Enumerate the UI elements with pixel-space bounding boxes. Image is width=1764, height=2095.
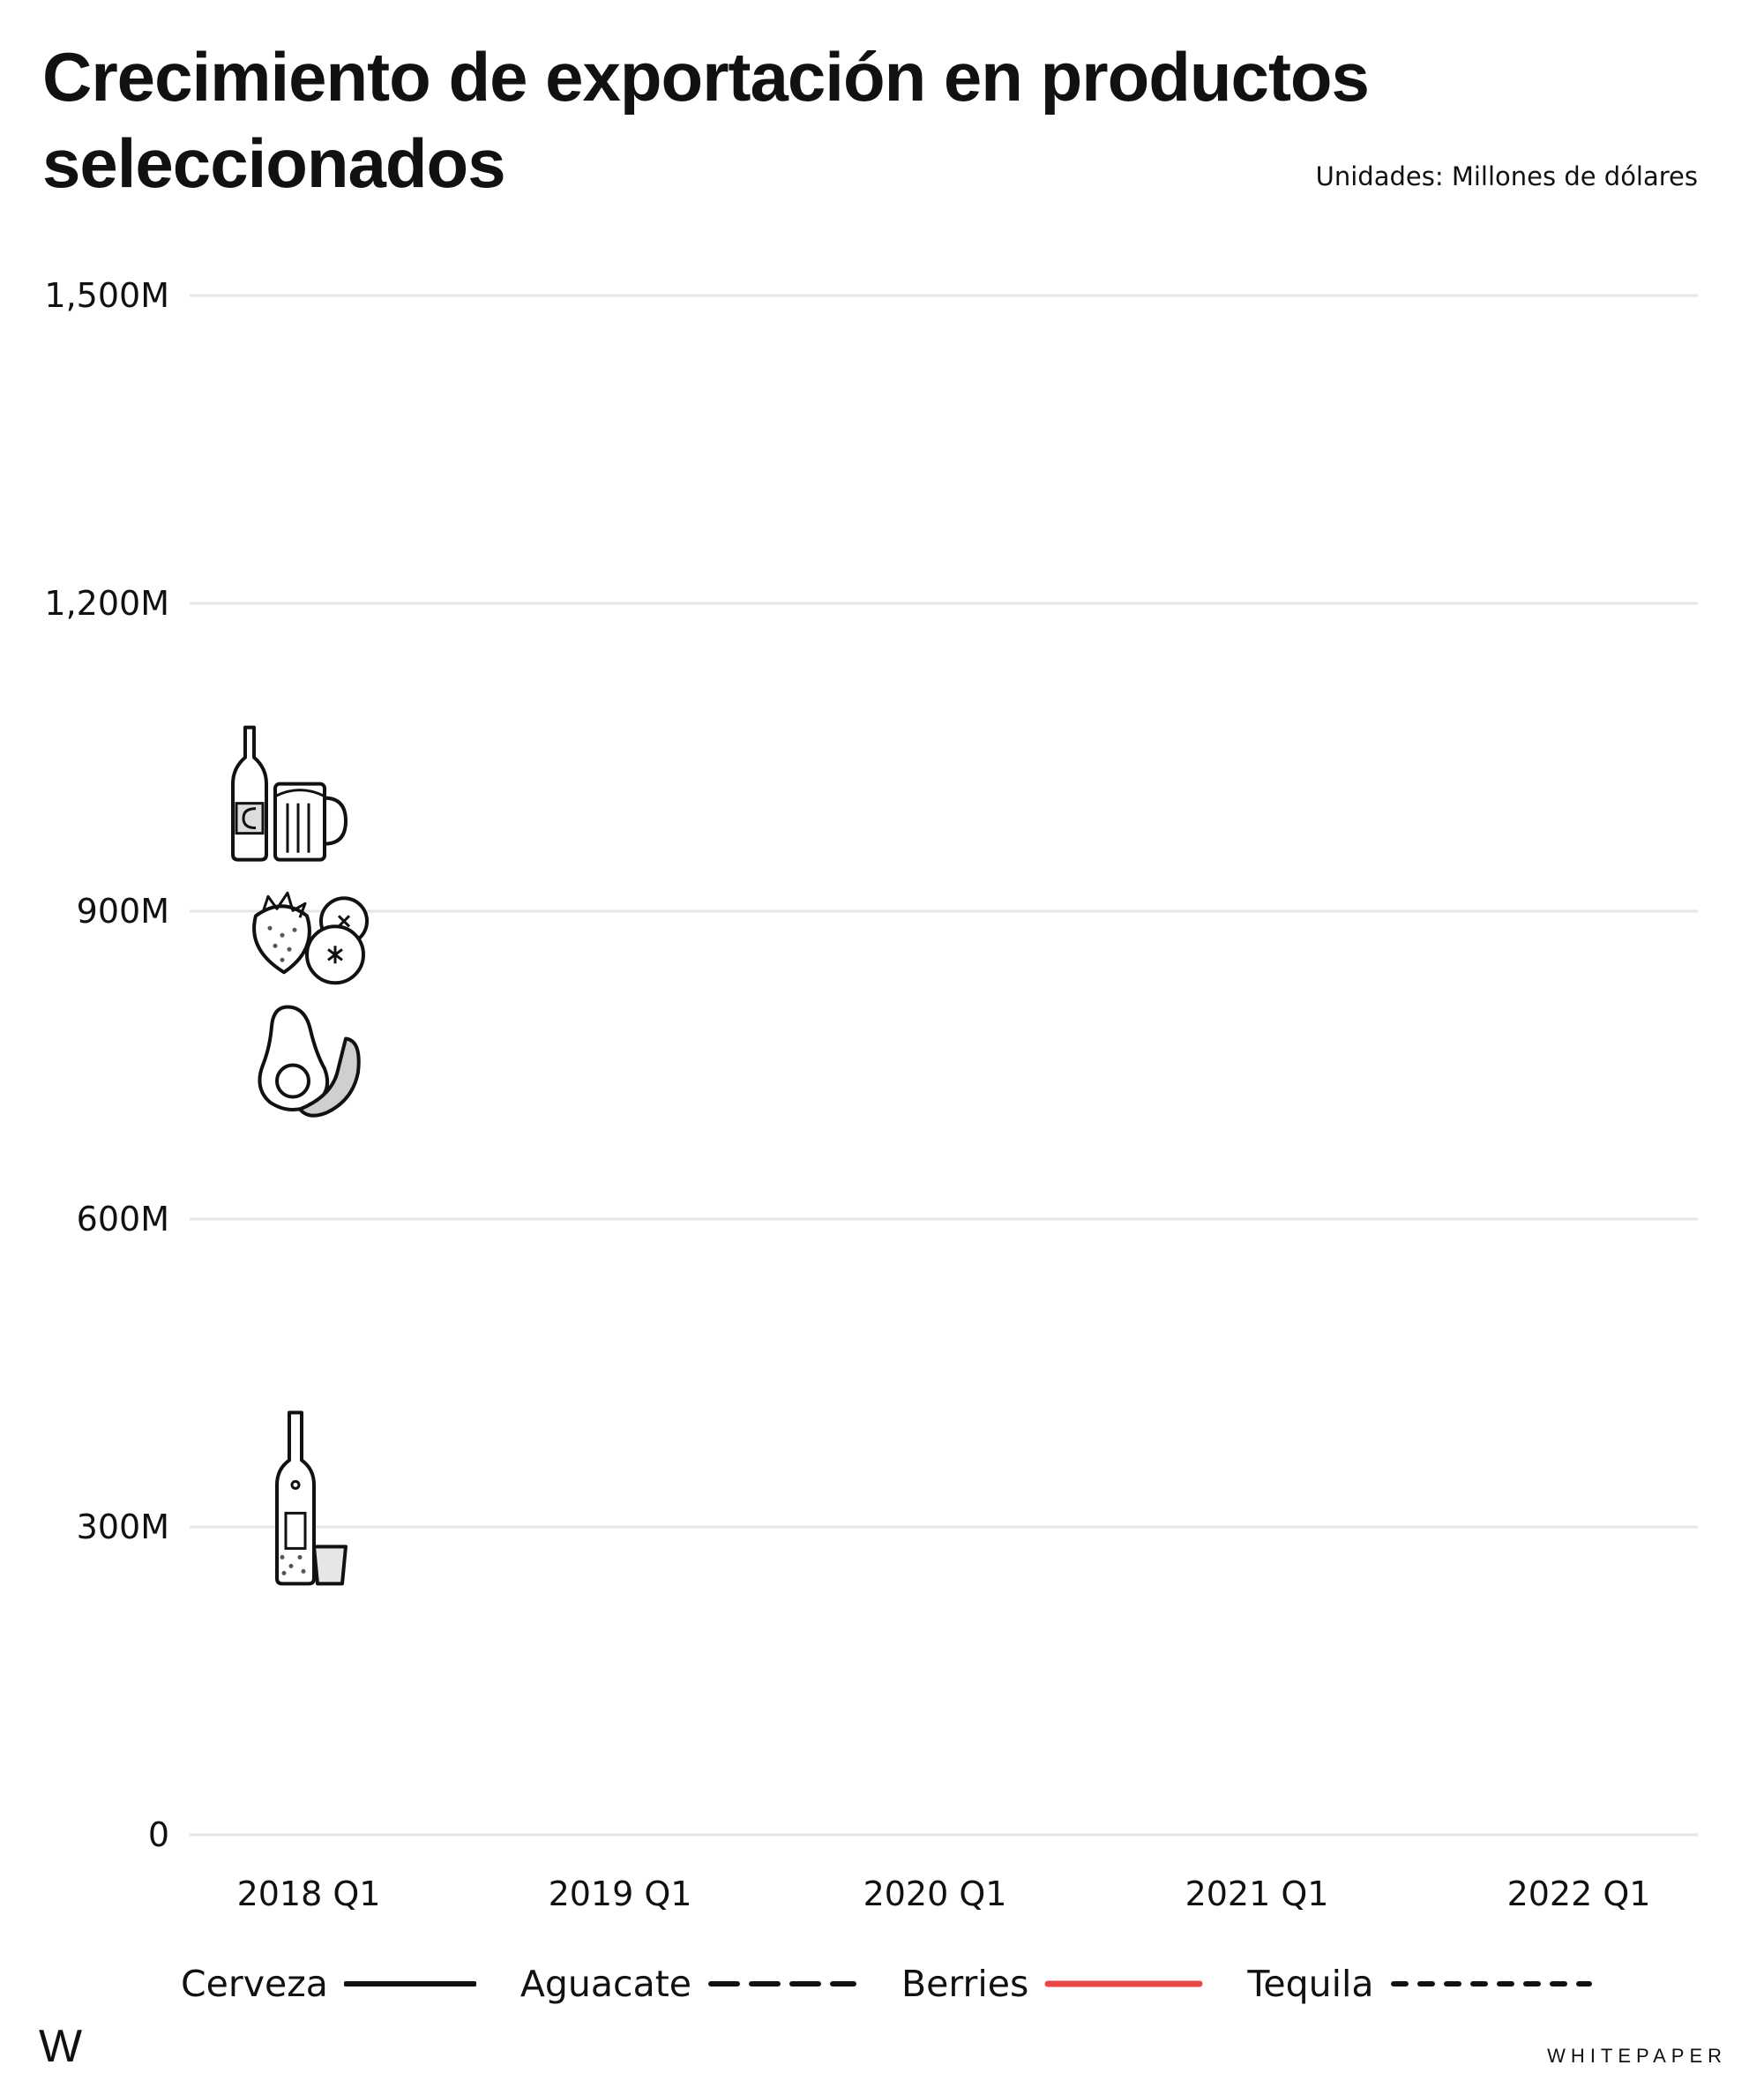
series-icons: [233, 728, 367, 1584]
y-tick-label: 900M: [76, 892, 169, 931]
legend-label-cerveza: Cerveza: [181, 1963, 328, 2005]
legend: [181, 1963, 1637, 2005]
y-tick-label: 1,500M: [44, 276, 169, 315]
x-tick-label: 2022 Q1: [1506, 1874, 1651, 1913]
legend-label-berries: Berries: [901, 1963, 1029, 2005]
x-axis-ticks: [237, 1874, 1651, 1913]
legend-item-aguacate: [520, 1963, 857, 2005]
y-tick-label: 1,200M: [44, 584, 169, 623]
legend-label-aguacate: Aguacate: [519, 1963, 691, 2005]
x-tick-label: 2020 Q1: [863, 1874, 1007, 1913]
legend-label-tequila: Tequila: [1247, 1963, 1374, 2005]
y-axis-ticks: [44, 276, 169, 1854]
legend-line-dotted: [1390, 1975, 1593, 1993]
y-tick-label: 0: [147, 1815, 169, 1854]
legend-line-dashed: [707, 1975, 857, 1993]
legend-line-red: [1044, 1975, 1203, 1993]
y-tick-label: 600M: [76, 1200, 169, 1238]
x-tick-label: 2018 Q1: [236, 1874, 381, 1913]
legend-item-cerveza: [181, 1963, 476, 2005]
tequila-icon: [277, 1412, 346, 1583]
x-tick-label: 2019 Q1: [548, 1874, 692, 1913]
chart-title: Crecimiento de exportación en productos seleccionados: [42, 38, 1369, 202]
avocado-icon: [259, 1007, 358, 1116]
y-tick-label: 300M: [76, 1508, 169, 1546]
brand-mark: W: [39, 2021, 83, 2072]
legend-item-tequila: [1247, 1963, 1592, 2005]
beer-icon: [233, 728, 346, 860]
x-tick-label: 2021 Q1: [1185, 1874, 1329, 1913]
berries-icon: [254, 893, 367, 983]
grid-lines: [190, 296, 1698, 1835]
legend-line-solid: [344, 1975, 476, 1993]
legend-item-berries: [901, 1963, 1203, 2005]
brand-name: WHITEPAPER: [1547, 2045, 1727, 2067]
units-label: Unidades: Millones de dólares: [1315, 161, 1698, 191]
